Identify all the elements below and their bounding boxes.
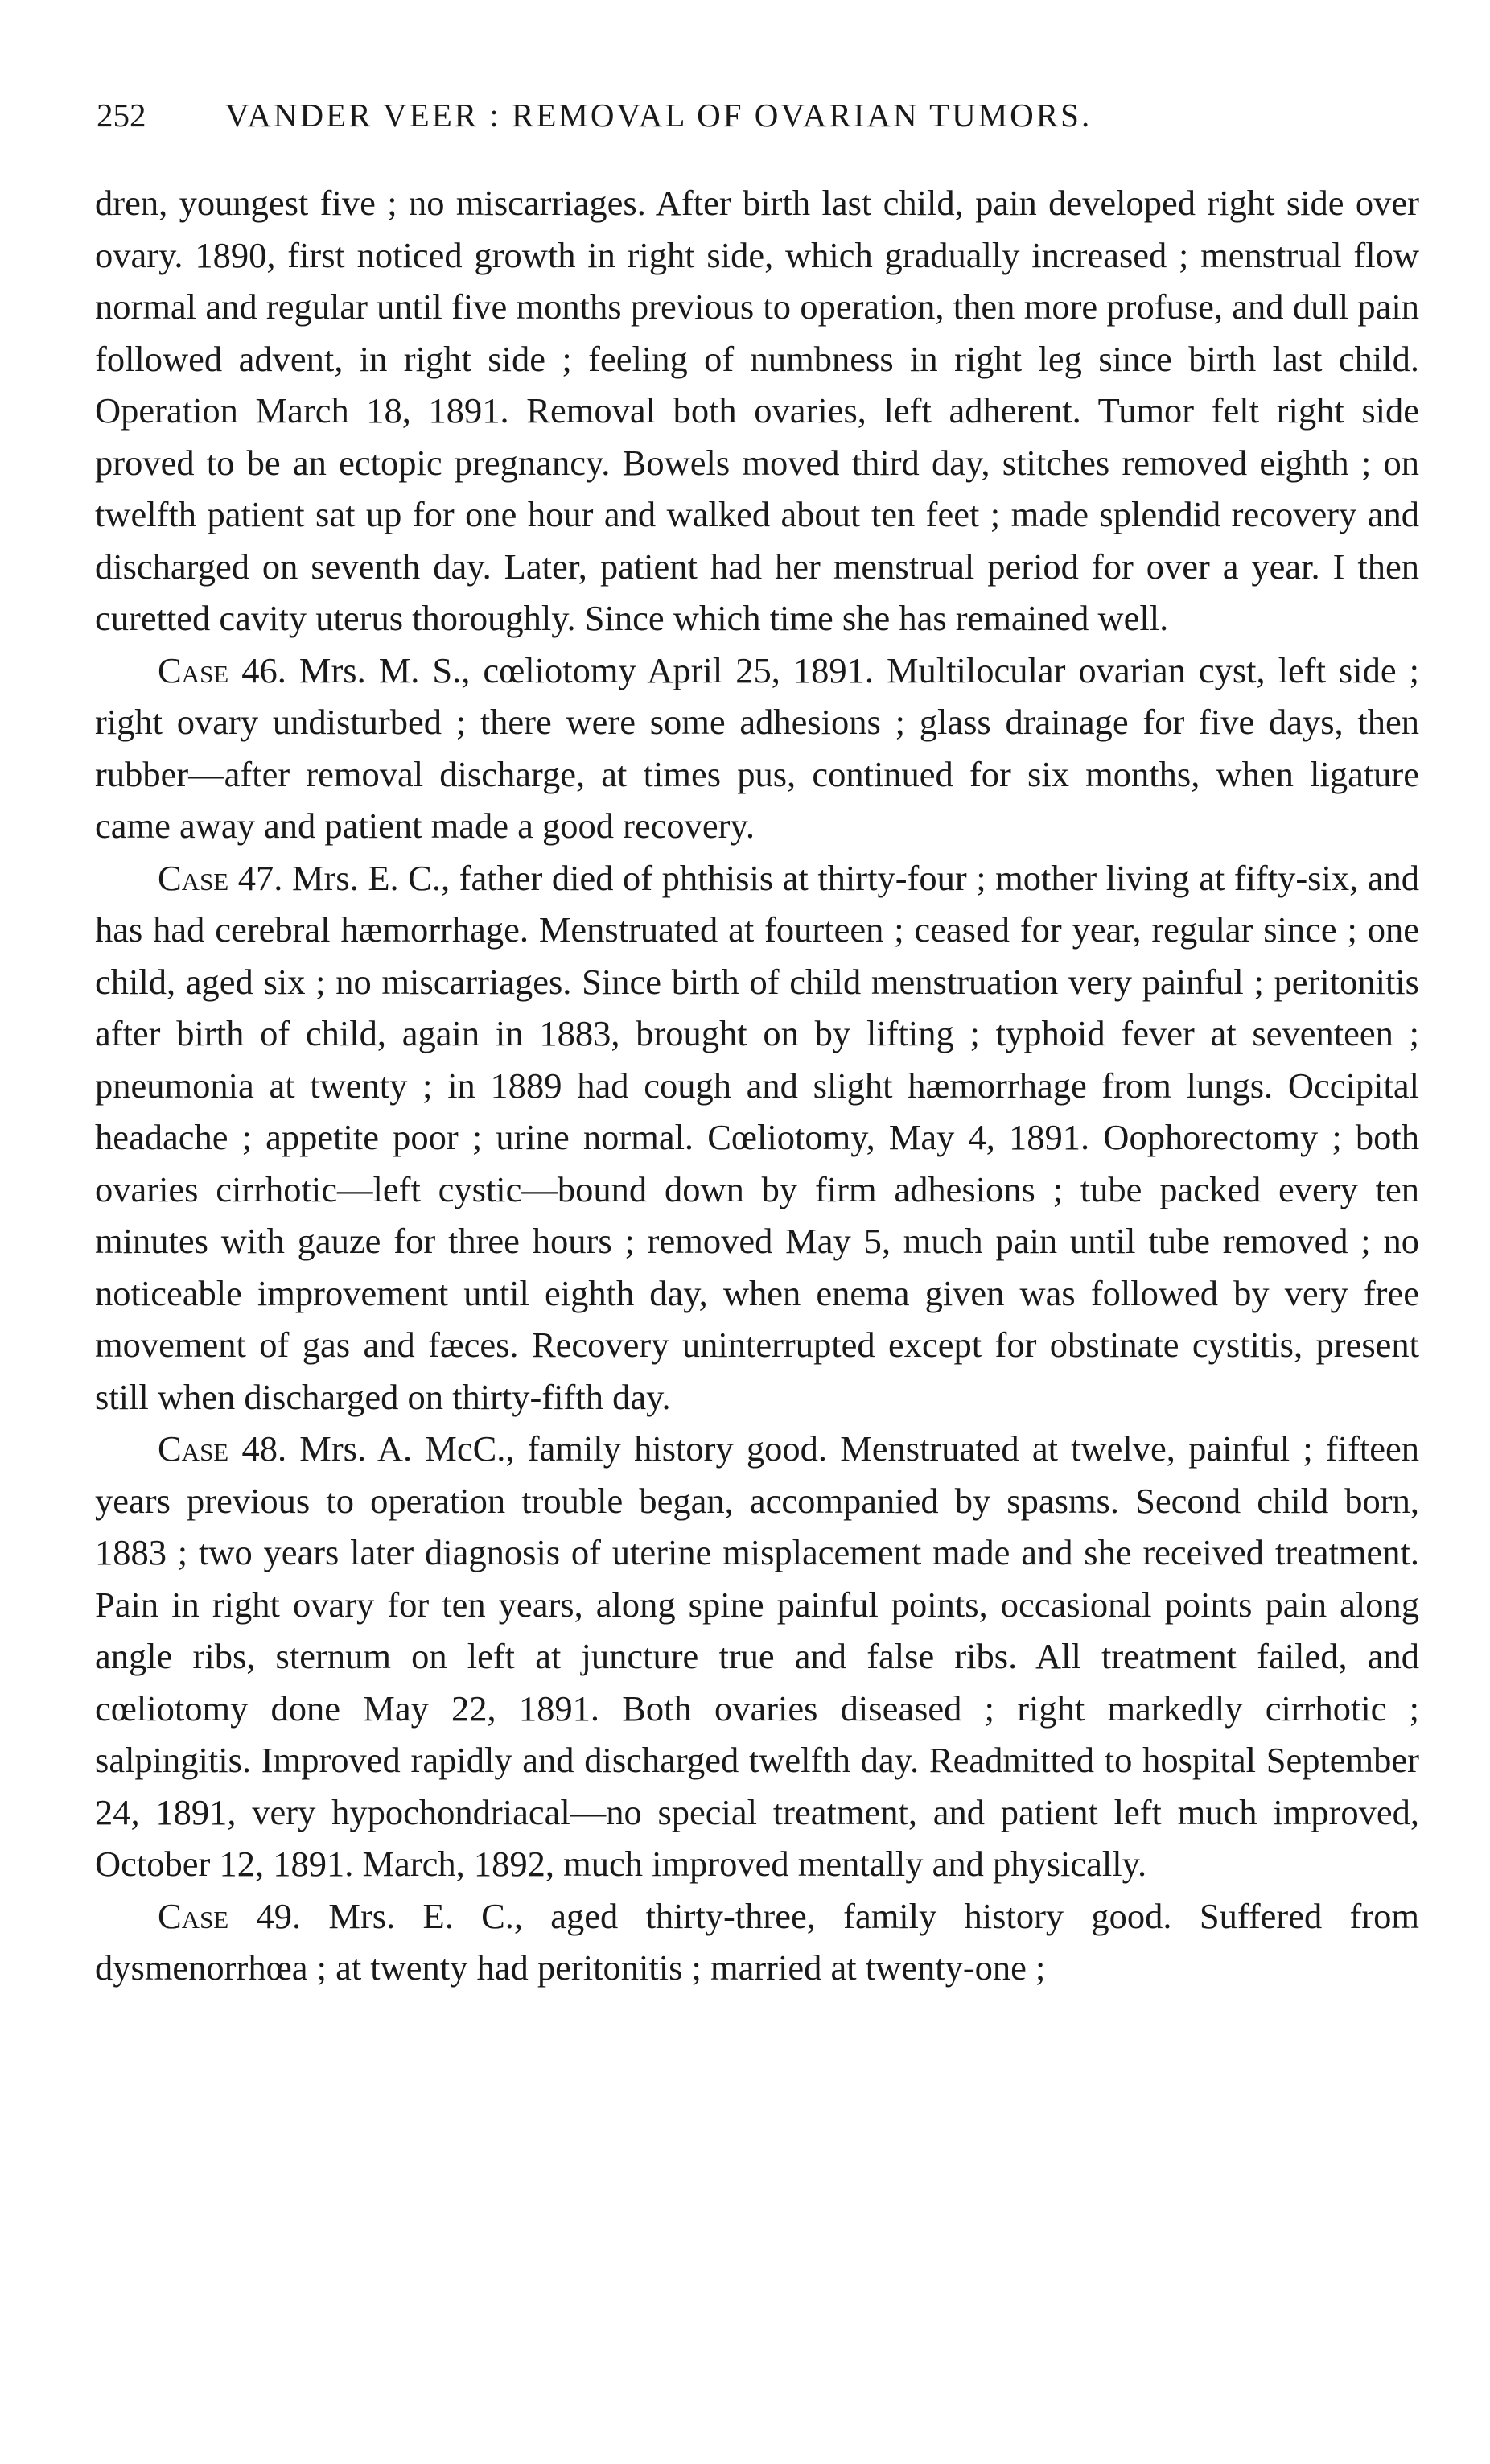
- body-text: [95, 177, 1419, 1994]
- paragraph-case-48: [95, 1423, 1419, 1890]
- paragraph-text: dren, youngest five ; no miscarriages. After birth last child, pain developed right side over ovary. 1890, first noticed growth in right side, which gradually increased ; menstrual flow normal and regular until five months previous to operation, then more profuse, and dull pain followed advent, in right side ; feeling of numbness in right leg since birth last child. Operation March 18, 1891. Removal both ovaries, left adherent. Tumor felt right side proved to be an ectopic pregnancy. Bowels moved third day, stitches removed eighth ; on twelfth patient sat up for one hour and walked about ten feet ; made splendid recovery and discharged on seventh day. Later, patient had her menstrual period for over a year. I then curetted cavity uterus thoroughly. Since which time she has remained well.: [95, 183, 1419, 638]
- running-title: VANDER VEER : REMOVAL OF OVARIAN TUMORS.: [225, 97, 1093, 134]
- case-label: Case 47.: [158, 857, 283, 898]
- paragraph-text: Mrs. E. C., father died of phthisis at thirty-four ; mother living at fifty-six, and has had cerebral hæmorrhage. Menstruated at fourteen ; ceased for year, regular since ; one child, aged six ; no miscarriages. Since birth of child menstruation very painful ; peritonitis after birth of child, again in 1883, brought on by lifting ; typhoid fever at seventeen ; pneumonia at twenty ; in 1889 had cough and slight hæmorrhage from lungs. Occipital headache ; appetite poor ; urine normal. Cœliotomy, May 4, 1891. Oophorectomy ; both ovaries cirrhotic—left cystic—bound down by firm adhesions ; tube packed every ten minutes with gauze for three hours ; removed May 5, much pain until tube removed ; no noticeable improvement until eighth day, when enema given was followed by very free movement of gas and fæces. Recovery uninterrupted except for obstinate cystitis, present still when discharged on thirty-fifth day.: [95, 857, 1419, 1417]
- page-number: 252: [97, 97, 146, 134]
- paragraph-case-47: [95, 852, 1419, 1424]
- paragraph-text: Mrs. M. S., cœliotomy April 25, 1891. Multilocular ovarian cyst, left side ; right ovary undisturbed ; there were some adhesions ; glass drainage for five days, then rubber—after removal discharge, at times pus, continued for six months, when ligature came away and patient made a good recovery.: [95, 649, 1419, 846]
- paragraph-case-46: [95, 645, 1419, 852]
- case-label: Case 48.: [158, 1428, 287, 1469]
- paragraph-continuation: [95, 177, 1419, 645]
- case-label: Case 46.: [158, 649, 286, 690]
- paragraph-text: Mrs. E. C., aged thirty-three, family history good. Suffered from dysmenorrhœa ; at twenty had peritonitis ; married at twenty-one ;: [95, 1895, 1420, 1988]
- paragraph-text: Mrs. A. McC., family history good. Menstruated at twelve, painful ; fifteen years previous to operation trouble began, accompanied by spasms. Second child born, 1883 ; two years later diagnosis of uterine misplacement made and she received treatment. Pain in right ovary for ten years, along spine painful points, occasional points pain along angle ribs, sternum on left at juncture true and false ribs. All treatment failed, and cœliotomy done May 22, 1891. Both ovaries diseased ; right markedly cirrhotic ; salpingitis. Improved rapidly and discharged twelfth day. Readmitted to hospital September 24, 1891, very hypochondriacal—no special treatment, and patient left much improved, October 12, 1891. March, 1892, much improved mentally and physically.: [95, 1428, 1420, 1884]
- running-head: [97, 87, 1416, 143]
- paragraph-case-49: [95, 1890, 1419, 1994]
- case-label: Case 49.: [158, 1895, 302, 1936]
